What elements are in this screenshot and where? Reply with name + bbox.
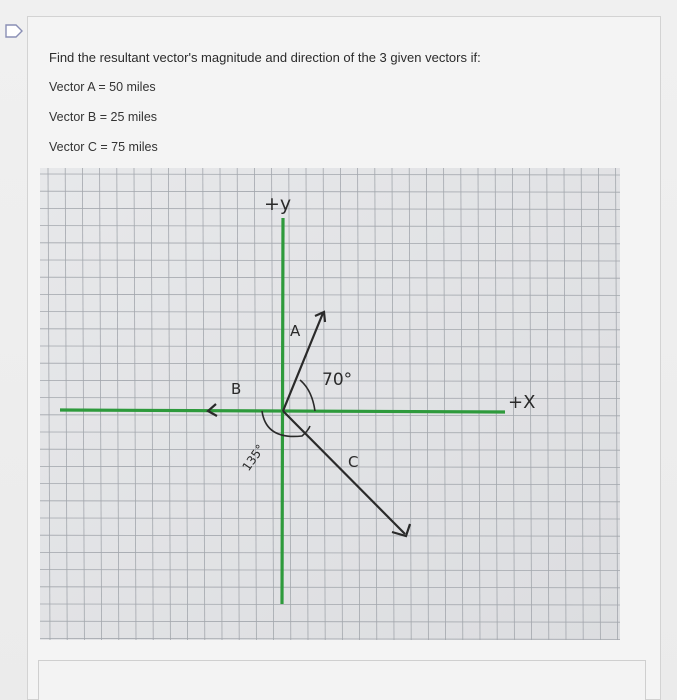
vector-a-text: Vector A = 50 miles — [49, 80, 156, 94]
flag-icon[interactable] — [4, 24, 24, 38]
y-axis-label: +y — [264, 193, 292, 215]
vector-b-text: Vector B = 25 miles — [49, 110, 158, 124]
vector-b-label: B — [231, 380, 242, 398]
x-axis-label: +X — [508, 392, 536, 413]
answer-box[interactable] — [38, 660, 646, 700]
vector-a-label: A — [290, 322, 301, 340]
angle-c-label: 135° — [239, 441, 268, 474]
vector-c-label: C — [348, 453, 359, 471]
vector-c-text: Vector C = 75 miles — [49, 140, 158, 154]
angle-a-label: 70° — [322, 370, 353, 390]
question-prompt: Find the resultant vector's magnitude and direction of the 3 given vectors if: — [49, 50, 481, 65]
vector-diagram-image — [40, 168, 620, 640]
